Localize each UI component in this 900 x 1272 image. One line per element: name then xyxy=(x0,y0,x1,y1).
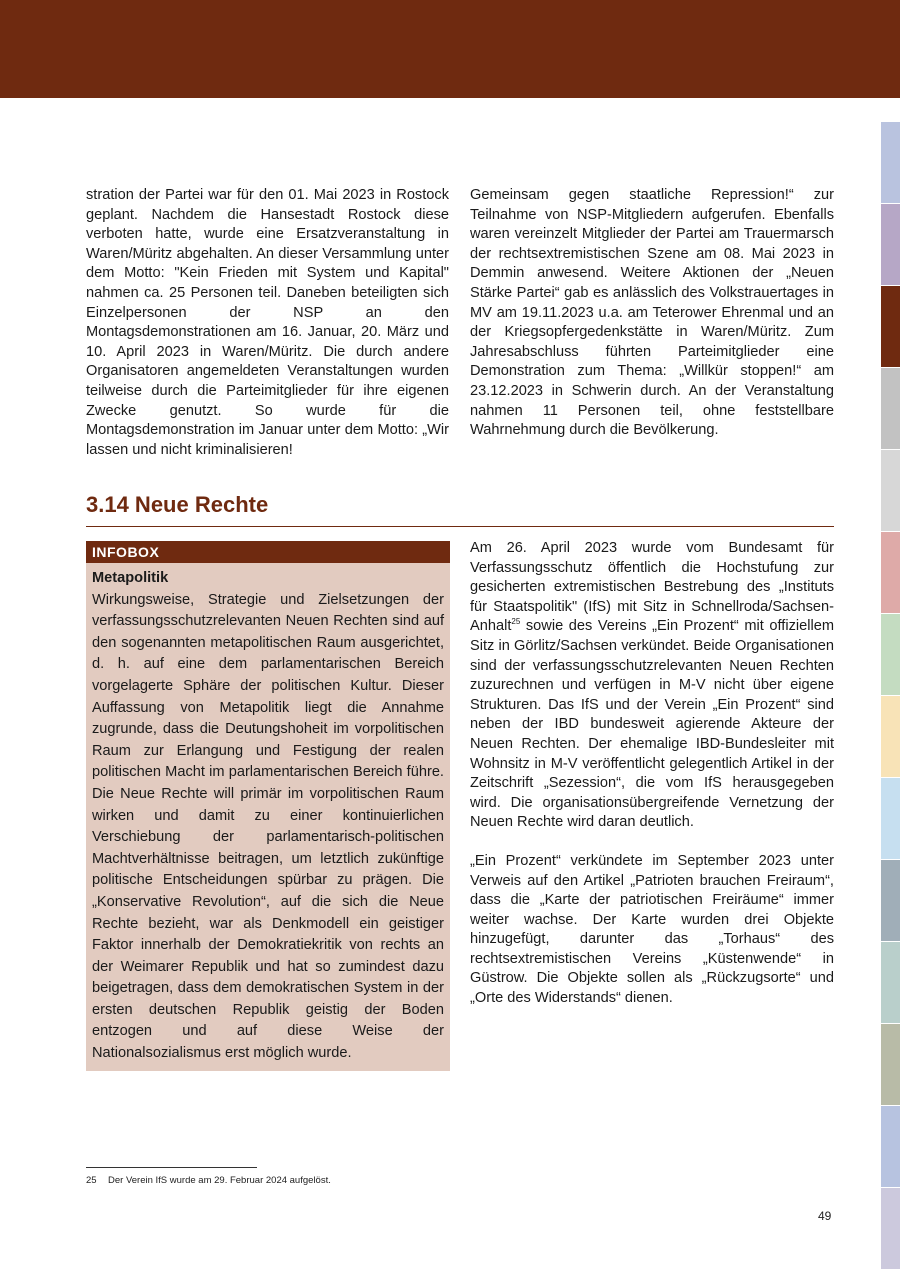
body-paragraph: stration der Partei war für den 01. Mai 2023 in Rostock geplant. Nachdem die Hansestadt Rostock diese verboten hatte, wurde eine Ersatzveranstaltung in Waren/Müritz abgehalten. An dieser Versammlung unter dem Motto: "Kein Frieden mit System und Kapital" nahmen ca. 25 Personen teil. Daneben beteiligten sich Einzelpersonen der NSP an den Montagsdemonstrationen am 16. Januar, 20. März und 10. April 2023 in Waren/Müritz. Die durch andere Organisatoren angemeldeten Veranstaltungen wurden teilweise durch die Parteimitglieder für ihre eigenen Zwecke genutzt. So wurde für die Montagsdemonstration im Januar unter dem Motto: „Wir lassen und nicht kriminalisieren! xyxy=(86,187,449,458)
right-column-bottom xyxy=(470,539,834,1009)
side-tab xyxy=(881,1188,900,1269)
body-paragraph: Gemeinsam gegen staatliche Repression!“ zur Teilnahme von NSP-Mitgliedern aufgerufen. Ebenfalls waren vereinzelt Mitglieder der Partei am Trauermarsch der rechtsextremistischen Szene am 08. Mai 2023 in Demmin anwesend. Weitere Aktionen der „Neuen Stärke Partei“ gab es anlässlich des Volkstrauertages in MV am 19.11.2023 u.a. am Teterower Ehrenmal und an der Kriegsopfergedenkstätte in Waren/Müritz. Zum Jahresabschluss führten Parteimitglieder eine Demonstration zum Thema: „Willkür stoppen!“ am 23.12.2023 in Schwerin durch. An der Veranstaltung nahmen 11 Personen teil, ohne feststellbare Wahrnehmung durch die Bevölkerung. xyxy=(470,187,834,439)
footnote-reference[interactable]: 25 xyxy=(511,617,521,627)
side-tab xyxy=(881,368,900,449)
infobox-body xyxy=(86,563,450,1071)
page-number: 49 xyxy=(818,1209,832,1223)
section-heading: 3.14 Neue Rechte xyxy=(86,492,269,517)
side-tab xyxy=(881,860,900,941)
footnote-divider xyxy=(86,1167,257,1168)
footnote-text: Der Verein IfS wurde am 29. Februar 2024 aufgelöst. xyxy=(108,1175,331,1186)
side-tab xyxy=(881,450,900,531)
side-tab xyxy=(881,1024,900,1105)
side-tab xyxy=(881,204,900,285)
infobox-subtitle: Metapolitik xyxy=(92,570,169,586)
infobox-text: Wirkungsweise, Strategie und Zielsetzungen der verfassungsschutzrelevanten Neuen Rechten sind auf den sogenannten metapolitischen Raum ausgerichtet, d. h. auf eine dem parlamentarischen Bereich vorgelagerte Sphäre der politischen Kultur. Dieser Auffassung von Metapolitik liegt die Annahme zugrunde, dass die Deutungshoheit im vorpolitischen Raum zur Erlangung und Festigung der realen politischen Macht im parlamentarischen Bereich führe. Die Neue Rechte will primär im vorpolitischen Raum wirken und damit zu einer kontinuierlichen Verschiebung der parlamentarisch-politischen Machtverhältnisse beitragen, um letztlich zukünftige politische Entscheidungen spürbar zu prägen. Die „Konservative Revolution“, auf die sich die Neue Rechte bezieht, war als Denkmodell ein geistiger Faktor innerhalb der Demokratiekritik von rechts an der Weimarer Republik und hat so zumindest dazu beigetragen, dass dem demokratischen System in der ersten deutschen Republik geistig der Boden entzogen und auf diese Weise der Nationalsozialismus erst möglich wurde. xyxy=(92,591,444,1062)
body-paragraph: „Ein Prozent“ verkündete im September 2023 unter Verweis auf den Artikel „Patrioten brauchen Freiraum“, dass die „Karte der patriotischen Freiräume“ immer weiter wachse. Der Karte wurden drei Objekte hinzugefügt, darunter das „Torhaus“ des rechtsextremistischen Vereins „Küstenwende“ in Güstrow. Die Objekte sollen als „Rückzugsorte“ und „Orte des Widerstands“ dienen. xyxy=(470,852,834,1007)
header-band xyxy=(0,0,900,98)
right-column-top xyxy=(470,186,834,441)
side-tab xyxy=(881,1106,900,1187)
footnote xyxy=(86,1175,331,1186)
paragraph-text: sowie des Vereins „Ein Prozent“ mit offiziellem Sitz in Görlitz/Sachsen verkündet. Beide Organisationen sind der verfassungsschutzrelevanten Neuen Rechten zuzurechnen und verfügen in M-V nicht über eigene Strukturen. Das IfS und der Verein „Ein Prozent“ sind neben der IBD bundesweit agierende Akteure der Neuen Rechten. Der ehemalige IBD-Bundesleiter mit Wohnsitz in M-V veröffentlicht gelegentlich Artikel in der Zeitschrift „Sezession“, die vom IfS herausgegeben wird. Die organisationsübergreifende Vernetzung der Neuen Rechte wird daran deutlich. xyxy=(470,618,834,831)
side-tab xyxy=(881,532,900,613)
side-tab xyxy=(881,778,900,859)
side-tab xyxy=(881,122,900,203)
side-color-tabs xyxy=(881,122,900,1270)
section-divider xyxy=(86,526,834,527)
footnote-number: 25 xyxy=(86,1175,97,1186)
side-tab xyxy=(881,942,900,1023)
side-tab-active xyxy=(881,286,900,367)
side-tab xyxy=(881,614,900,695)
side-tab xyxy=(881,696,900,777)
body-paragraph xyxy=(470,539,834,833)
paragraph-text: Am 26. April 2023 wurde vom Bundesamt für Verfassungsschutz öffentlich die Hochstufung zur gesicherten extremistischen Bestrebung des „Instituts für Staatspolitik" (IfS) mit Sitz in Schnellroda/Sachsen-Anhalt xyxy=(470,540,834,635)
infobox xyxy=(86,541,450,1071)
infobox-label: INFOBOX xyxy=(86,541,450,563)
left-column-top xyxy=(86,186,449,460)
